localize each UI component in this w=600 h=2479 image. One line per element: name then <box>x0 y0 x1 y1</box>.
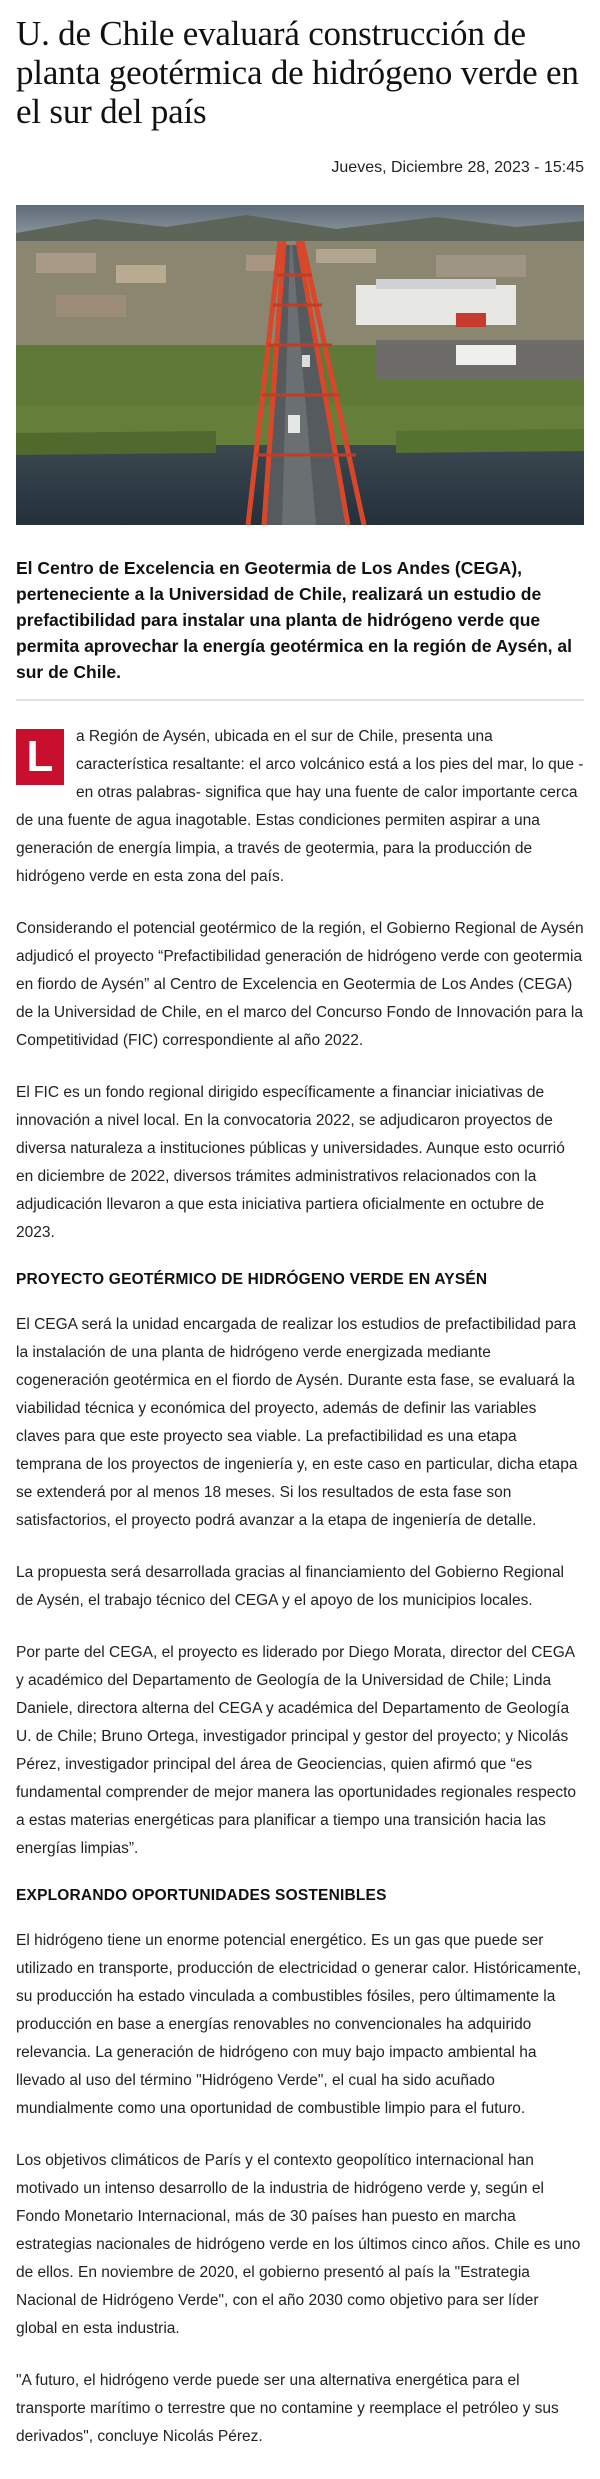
paragraph-6: Por parte del CEGA, el proyecto es liderado por Diego Morata, director del CEGA y académico del Departamento de Geología de la Universidad de Chile; Linda Daniele, directora alterna del CEGA y académica del Departamento de Geología U. de Chile; Bruno Ortega, investigador principal y gestor del proyecto; y Nicolás Pérez, investigador principal del área de Geociencias, quien afirmó que “es fundamental comprender de mejor manera las oportunidades regionales respecto a estas materias energéticas para planificar a tiempo una transición hacia las energías limpias”. <box>16 1644 577 1857</box>
drop-cap: L <box>16 729 64 785</box>
article-title: U. de Chile evaluará construcción de planta geotérmica de hidrógeno verde en el sur del país <box>16 14 579 131</box>
paragraph-7: El hidrógeno tiene un enorme potencial energético. Es un gas que puede ser utilizado en transporte, producción de electricidad o generar calor. Históricamente, su producción ha estado vinculada a combustibles fósiles, pero últimamente la producción en base a energías renovables no convencionales ha adquirido relevancia. La generación de hidrógeno con muy bajo impacto ambiental ha llevado al uso del término "Hidrógeno Verde", el cual ha sido acuñado mundialmente como una oportunidad de combustible limpio para el futuro. <box>16 1932 582 2117</box>
section-heading-1: PROYECTO GEOTÉRMICO DE HIDRÓGENO VERDE EN AYSÉN <box>16 1271 488 1288</box>
publish-date: Jueves, Diciembre 28, 2023 - 15:45 <box>331 159 584 176</box>
hero-image <box>16 205 584 525</box>
paragraph-2: Considerando el potencial geotérmico de la región, el Gobierno Regional de Aysén adjudicó el proyecto “Prefactibilidad generación de hidrógeno verde con geotermia en fiordo de Aysén” al Centro de Excelencia en Geotermia de Los Andes (CEGA) de la Universidad de Chile, en el marco del Concurso Fondo de Innovación para la Competitividad (FIC) correspondiente al año 2022. <box>16 920 584 1049</box>
section-heading-2: EXPLORANDO OPORTUNIDADES SOSTENIBLES <box>16 1887 387 1904</box>
paragraph-3: El FIC es un fondo regional dirigido específicamente a financiar iniciativas de innovación a nivel local. En la convocatoria 2022, se adjudicaron proyectos de diversa naturaleza a instituciones públicas y universidades. Aunque esto ocurrió en diciembre de 2022, diversos trámites administrativos relacionados con la adjudicación llevaron a que esta iniciativa partiera oficialmente en octubre de 2023. <box>16 1084 565 1241</box>
paragraph-9: "A futuro, el hidrógeno verde puede ser una alternativa energética para el transporte marítimo o terrestre que no contamine y reemplace el petróleo y sus derivados", concluye Nicolás Pérez. <box>16 2372 559 2445</box>
paragraph-8: Los objetivos climáticos de París y el contexto geopolítico internacional han motivado un intenso desarrollo de la industria de hidrógeno verde y, según el Fondo Monetario Internacional, más de 30 países han puesto en marcha estrategias nacionales de hidrógeno verde en los últimos cinco años. Chile es uno de ellos. En noviembre de 2020, el gobierno presentó al país la "Estrategia Nacional de Hidrógeno Verde", con el año 2030 como objetivo para ser líder global en esta industria. <box>16 2152 581 2337</box>
paragraph-1 <box>16 723 584 891</box>
article-body <box>16 723 584 2451</box>
paragraph-1-text: a Región de Aysén, ubicada en el sur de Chile, presenta una característica resaltante: el arco volcánico está a los pies del mar, lo que -en otras palabras- significa que hay una fuente de calor importante cerca de una fuente de agua inagotable. Estas condiciones permiten aspirar a una generación de energía limpia, a través de geotermia, para la producción de hidrógeno verde en esta zona del país. <box>16 728 584 885</box>
paragraph-4: El CEGA será la unidad encargada de realizar los estudios de prefactibilidad para la instalación de una planta de hidrógeno verde energizada mediante cogeneración geotérmica en el fiordo de Aysén. Durante esta fase, se evaluará la viabilidad técnica y económica del proyecto, además de definir las variables claves para que este proyecto sea viable. La prefactibilidad es una etapa temprana de los proyectos de ingeniería y, en este caso en particular, dicha etapa se extenderá por al menos 18 meses. Si los resultados de esta fase son satisfactorios, el proyecto podrá avanzar a la etapa de ingeniería de detalle. <box>16 1316 578 1529</box>
article-lead: El Centro de Excelencia en Geotermia de Los Andes (CEGA), perteneciente a la Universidad de Chile, realizará un estudio de prefactibilidad para instalar una planta de hidrógeno verde que permita aprovechar la energía geotérmica en la región de Aysén, al sur de Chile. <box>16 555 584 701</box>
paragraph-5: La propuesta será desarrollada gracias al financiamiento del Gobierno Regional de Aysén, el trabajo técnico del CEGA y el apoyo de los municipios locales. <box>16 1564 565 1609</box>
